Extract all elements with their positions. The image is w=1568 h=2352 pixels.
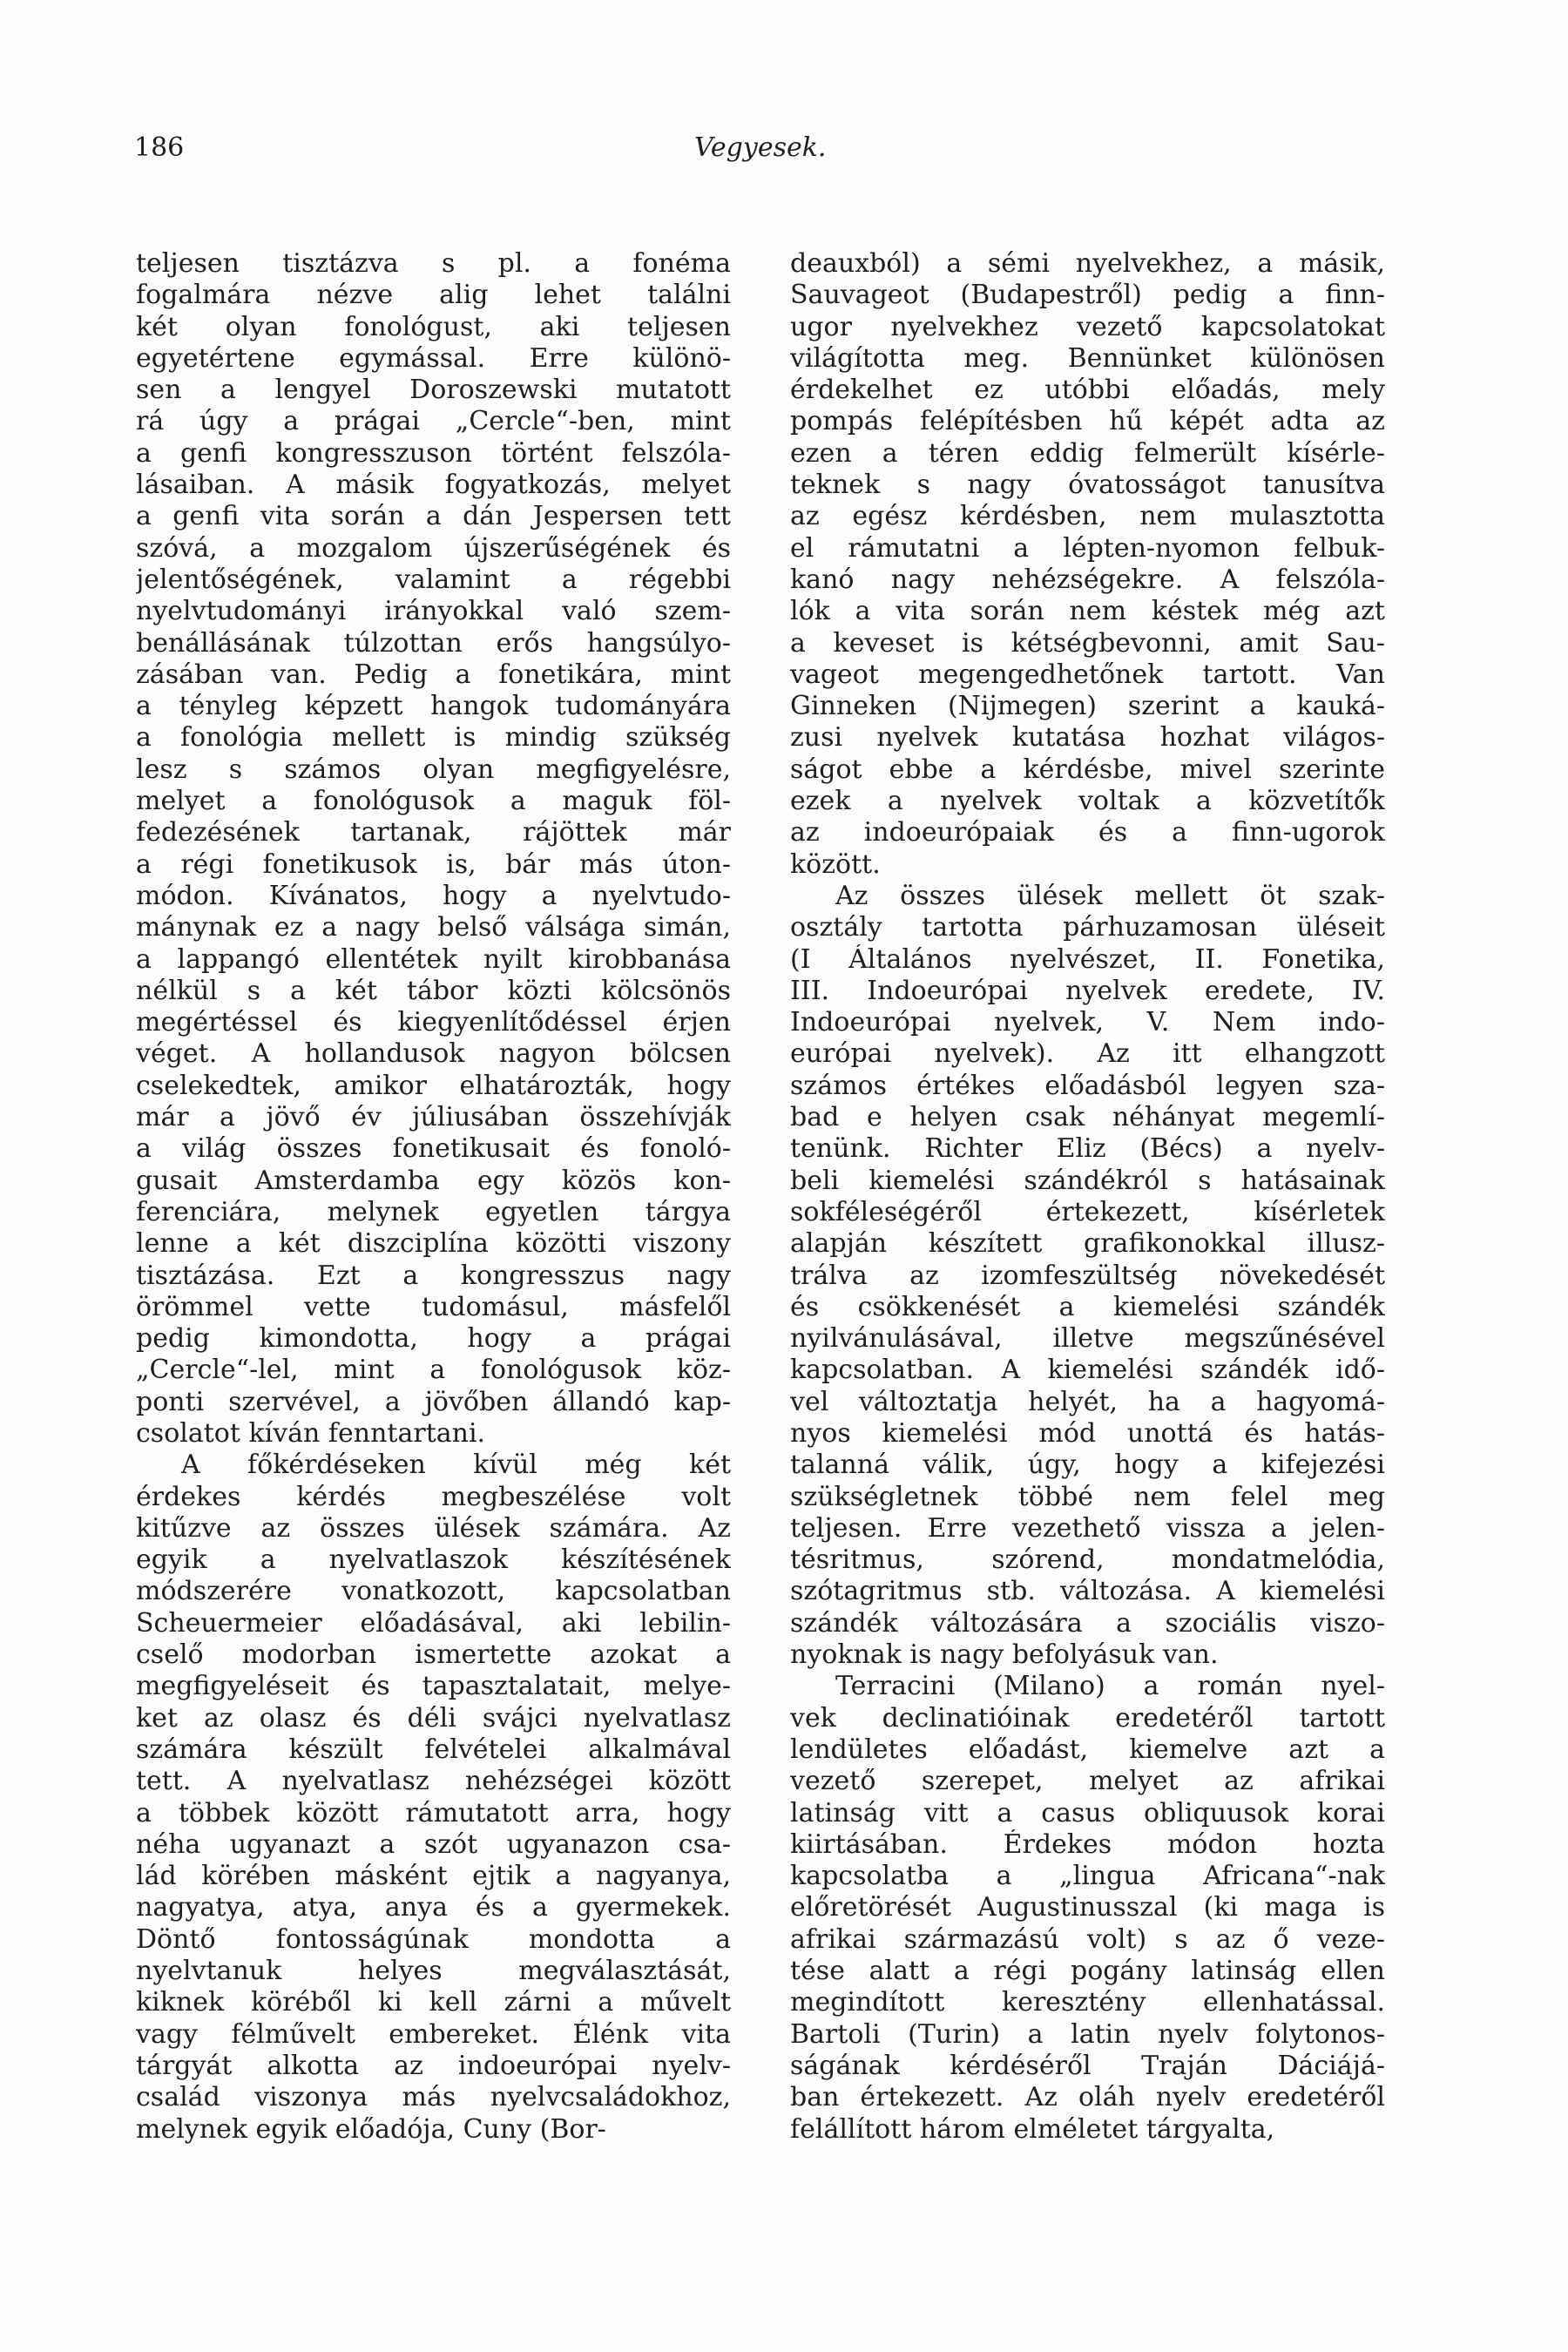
right-column-line: és csökkenését a kiemelési szándék bbox=[790, 1291, 1385, 1322]
left-column-line: megfigyeléseit és tapasztalatait, melye- bbox=[136, 1671, 731, 1702]
right-column-line: pompás felépítésben hű képét adta az bbox=[790, 406, 1385, 437]
right-column-line: sokféleségéről értekezett, kísérletek bbox=[790, 1196, 1385, 1227]
right-column-line: vageot megengedhetőnek tartott. Van bbox=[790, 659, 1385, 690]
left-column-line: a tényleg képzett hangok tudományára bbox=[136, 691, 731, 722]
right-column-line: ezen a téren eddig felmerült kísérle- bbox=[790, 437, 1385, 469]
left-column-line: Scheuermeier előadásával, aki lebilin- bbox=[136, 1607, 731, 1639]
right-column-line: latinság vitt a casus obliquusok korai bbox=[790, 1797, 1385, 1828]
right-column-line: tése alatt a régi pogány latinság ellen bbox=[790, 1956, 1385, 1987]
left-column-line: nagyatya, atya, anya és a gyermekek. bbox=[136, 1892, 731, 1923]
left-column-line: nélkül s a két tábor közti kölcsönös bbox=[136, 975, 731, 1006]
running-head bbox=[134, 132, 1397, 176]
right-column-line: teljesen. Erre vezethető vissza a jelen- bbox=[790, 1512, 1385, 1544]
left-column-line: két olyan fonológust, aki teljesen bbox=[136, 311, 731, 342]
left-column-line: a lappangó ellentétek nyilt kirobbanása bbox=[136, 943, 731, 975]
right-column-line: kapcsolatba a „lingua Africana“-nak bbox=[790, 1861, 1385, 1892]
left-column-line: vagy félművelt embereket. Élénk vita bbox=[136, 2018, 731, 2050]
right-column-line: talanná válik, úgy, hogy a kifejezési bbox=[790, 1450, 1385, 1481]
right-column-line: afrikai származású volt) s az ő veze- bbox=[790, 1923, 1385, 1955]
right-column-line: Bartoli (Turin) a latin nyelv folytonos- bbox=[790, 2018, 1385, 2050]
left-column-line: módon. Kívánatos, hogy a nyelvtudo- bbox=[136, 880, 731, 911]
left-column-line: egyik a nyelvatlaszok készítésének bbox=[136, 1544, 731, 1576]
right-column-line: számos értékes előadásból legyen sza- bbox=[790, 1070, 1385, 1101]
right-column-line: nyos kiemelési mód unottá és hatás- bbox=[790, 1417, 1385, 1449]
right-column-line: Terracini (Milano) a román nyel- bbox=[835, 1671, 1385, 1702]
left-column-line: nyelvtudományi irányokkal való szem- bbox=[136, 596, 731, 627]
left-column-line: rá úgy a prágai „Cercle“-ben, mint bbox=[136, 406, 731, 437]
right-column-line: kapcsolatban. A kiemelési szándék idő- bbox=[790, 1355, 1385, 1386]
page-number: 186 bbox=[134, 132, 185, 163]
left-column-line: cselekedtek, amikor elhatározták, hogy bbox=[136, 1070, 731, 1101]
left-column-line: a többek között rámutatott arra, hogy bbox=[136, 1797, 731, 1828]
left-column-line: lenne a két diszciplína közötti viszony bbox=[136, 1228, 731, 1260]
left-column-line: már a jövő év júliusában összehívják bbox=[136, 1102, 731, 1133]
left-column-line: tett. A nyelvatlasz nehézségei között bbox=[136, 1766, 731, 1797]
left-column-line: tisztázása. Ezt a kongresszus nagy bbox=[136, 1260, 731, 1291]
right-column-line: vezető szerepet, melyet az afrikai bbox=[790, 1766, 1385, 1797]
left-column-line: tárgyát alkotta az indoeurópai nyelv- bbox=[136, 2050, 731, 2081]
right-column-line: III. Indoeurópai nyelvek eredete, IV. bbox=[790, 975, 1385, 1006]
right-column-line: ságának kérdéséről Traján Dáciájá- bbox=[790, 2050, 1385, 2081]
left-column-line: A főkérdéseken kívül még két bbox=[181, 1450, 731, 1481]
right-column-line: vek declinatióinak eredetéről tartott bbox=[790, 1702, 1385, 1734]
right-column-line: ságot ebbe a kérdésbe, mivel szerinte bbox=[790, 754, 1385, 785]
right-column-line: előretörését Augustinusszal (ki maga is bbox=[790, 1892, 1385, 1923]
left-column-line: számára készült felvételei alkalmával bbox=[136, 1734, 731, 1765]
right-column-line: kiirtásában. Érdekes módon hozta bbox=[790, 1828, 1385, 1860]
right-column-line: nyoknak is nagy befolyásuk van. bbox=[790, 1639, 1219, 1671]
left-column-line: a világ összes fonetikusait és fonoló- bbox=[136, 1133, 731, 1165]
left-column-line: a fonológia mellett is mindig szükség bbox=[136, 722, 731, 754]
left-column-line: egyetértene egymással. Erre különö- bbox=[136, 342, 731, 374]
right-column-line: (I Általános nyelvészet, II. Fonetika, bbox=[790, 943, 1385, 975]
section-title: Vegyesek. bbox=[694, 132, 827, 163]
right-column-line: vel változtatja helyét, ha a hagyomá- bbox=[790, 1386, 1385, 1417]
left-column-line: ket az olasz és déli svájci nyelvatlasz bbox=[136, 1702, 731, 1734]
left-column-line: lesz s számos olyan megfigyelésre, bbox=[136, 754, 731, 785]
left-column-line: zásában van. Pedig a fonetikára, mint bbox=[136, 659, 731, 690]
right-column-line: trálva az izomfeszültség növekedését bbox=[790, 1260, 1385, 1291]
right-column-line: alapján készített grafikonokkal illusz- bbox=[790, 1228, 1385, 1260]
left-column-line: véget. A hollandusok nagyon bölcsen bbox=[136, 1038, 731, 1070]
right-column-line: szükségletnek többé nem felel meg bbox=[790, 1481, 1385, 1512]
left-column-line: „Cercle“-lel, mint a fonológusok köz- bbox=[136, 1355, 731, 1386]
right-column-line: világította meg. Bennünket különösen bbox=[790, 342, 1385, 374]
left-column-line: jelentőségének, valamint a régebbi bbox=[136, 564, 731, 595]
right-column-line: tésritmus, szórend, mondatmelódia, bbox=[790, 1544, 1385, 1576]
left-column-line: lásaiban. A másik fogyatkozás, melyet bbox=[136, 470, 731, 501]
right-column-line: között. bbox=[790, 848, 881, 880]
right-column-line: szándék változására a szociális viszo- bbox=[790, 1607, 1385, 1639]
right-column-line: teknek s nagy óvatosságot tanusítva bbox=[790, 470, 1385, 501]
left-column-line: melynek egyik előadója, Cuny (Bor- bbox=[136, 2113, 606, 2145]
right-column-line: lók a vita során nem késtek még azt bbox=[790, 596, 1385, 627]
right-column-line: szótagritmus stb. változása. A kiemelési bbox=[790, 1576, 1385, 1607]
right-column-line: bad e helyen csak néhányat megemlí- bbox=[790, 1102, 1385, 1133]
left-column-line: a genfi kongresszuson történt felszóla- bbox=[136, 437, 731, 469]
right-column-line: zusi nyelvek kutatása hozhat világos- bbox=[790, 722, 1385, 754]
right-column-line: el rámutatni a lépten-nyomon felbuk- bbox=[790, 532, 1385, 564]
right-column-line: megindított keresztény ellenhatással. bbox=[790, 1987, 1385, 2018]
right-column-line: kanó nagy nehézségekre. A felszóla- bbox=[790, 564, 1385, 595]
left-column-line: fogalmára nézve alig lehet találni bbox=[136, 280, 731, 311]
left-column-line: lád körében másként ejtik a nagyanya, bbox=[136, 1861, 731, 1892]
left-column-line: mánynak ez a nagy belső válsága simán, bbox=[136, 912, 731, 943]
left-column-line: nyelvtanuk helyes megválasztását, bbox=[136, 1956, 731, 1987]
left-column-line: ponti szervével, a jövőben állandó kap- bbox=[136, 1386, 731, 1417]
left-column-line: néha ugyanazt a szót ugyanazon csa- bbox=[136, 1828, 731, 1860]
right-column-line: a keveset is kétségbevonni, amit Sau- bbox=[790, 627, 1385, 659]
right-column-line: érdekelhet ez utóbbi előadás, mely bbox=[790, 375, 1385, 406]
left-column-line: csolatot kíván fenntartani. bbox=[136, 1417, 486, 1449]
right-column bbox=[790, 248, 1385, 2147]
left-column-line: teljesen tisztázva s pl. a fonéma bbox=[136, 248, 731, 279]
left-column-line: örömmel vette tudomásul, másfelől bbox=[136, 1291, 731, 1322]
left-column-line: pedig kimondotta, hogy a prágai bbox=[136, 1323, 731, 1355]
right-column-line: Indoeurópai nyelvek, V. Nem indo- bbox=[790, 1007, 1385, 1038]
right-column-line: az egész kérdésben, nem mulasztotta bbox=[790, 501, 1385, 532]
right-column-line: az indoeurópaiak és a finn-ugorok bbox=[790, 817, 1385, 848]
right-column-line: Az összes ülések mellett öt szak- bbox=[835, 880, 1385, 911]
left-column-line: kiknek köréből ki kell zárni a művelt bbox=[136, 1987, 731, 2018]
left-column-line: módszerére vonatkozott, kapcsolatban bbox=[136, 1576, 731, 1607]
right-column-line: európai nyelvek). Az itt elhangzott bbox=[790, 1038, 1385, 1070]
left-column-line: benállásának túlzottan erős hangsúlyo- bbox=[136, 627, 731, 659]
left-column-line: a régi fonetikusok is, bár más úton- bbox=[136, 848, 731, 880]
right-column-line: lendületes előadást, kiemelve azt a bbox=[790, 1734, 1385, 1765]
right-column-line: osztály tartotta párhuzamosan üléseit bbox=[790, 912, 1385, 943]
left-column-line: érdekes kérdés megbeszélése volt bbox=[136, 1481, 731, 1512]
left-column-line: melyet a fonológusok a maguk föl- bbox=[136, 786, 731, 817]
right-column-line: Sauvageot (Budapestről) pedig a finn- bbox=[790, 280, 1385, 311]
left-column-line: ferenciára, melynek egyetlen tárgya bbox=[136, 1196, 731, 1227]
right-column-line: ezek a nyelvek voltak a közvetítők bbox=[790, 786, 1385, 817]
right-column-line: tenünk. Richter Eliz (Bécs) a nyelv- bbox=[790, 1133, 1385, 1165]
left-column bbox=[136, 248, 731, 2147]
left-column-line: cselő modorban ismertette azokat a bbox=[136, 1639, 731, 1671]
right-column-line: nyilvánulásával, illetve megszűnésével bbox=[790, 1323, 1385, 1355]
right-column-line: Ginneken (Nijmegen) szerint a kauká- bbox=[790, 691, 1385, 722]
right-column-line: beli kiemelési szándékról s hatásainak bbox=[790, 1165, 1385, 1196]
left-column-line: sen a lengyel Doroszewski mutatott bbox=[136, 375, 731, 406]
right-column-line: ugor nyelvekhez vezető kapcsolatokat bbox=[790, 311, 1385, 342]
left-column-line: gusait Amsterdamba egy közös kon- bbox=[136, 1165, 731, 1196]
left-column-line: család viszonya más nyelvcsaládokhoz, bbox=[136, 2082, 731, 2113]
left-column-line: fedezésének tartanak, rájöttek már bbox=[136, 817, 731, 848]
left-column-line: a genfi vita során a dán Jespersen tett bbox=[136, 501, 731, 532]
left-column-line: szóvá, a mozgalom újszerűségének és bbox=[136, 532, 731, 564]
right-column-line: ban értekezett. Az oláh nyelv eredetéről bbox=[790, 2082, 1385, 2113]
left-column-line: Döntő fontosságúnak mondotta a bbox=[136, 1923, 731, 1955]
left-column-line: kitűzve az összes ülések számára. Az bbox=[136, 1512, 731, 1544]
left-column-line: megértéssel és kiegyenlítődéssel érjen bbox=[136, 1007, 731, 1038]
right-column-line: deauxból) a sémi nyelvekhez, a másik, bbox=[790, 248, 1385, 279]
right-column-line: felállított három elméletet tárgyalta, bbox=[790, 2113, 1275, 2145]
